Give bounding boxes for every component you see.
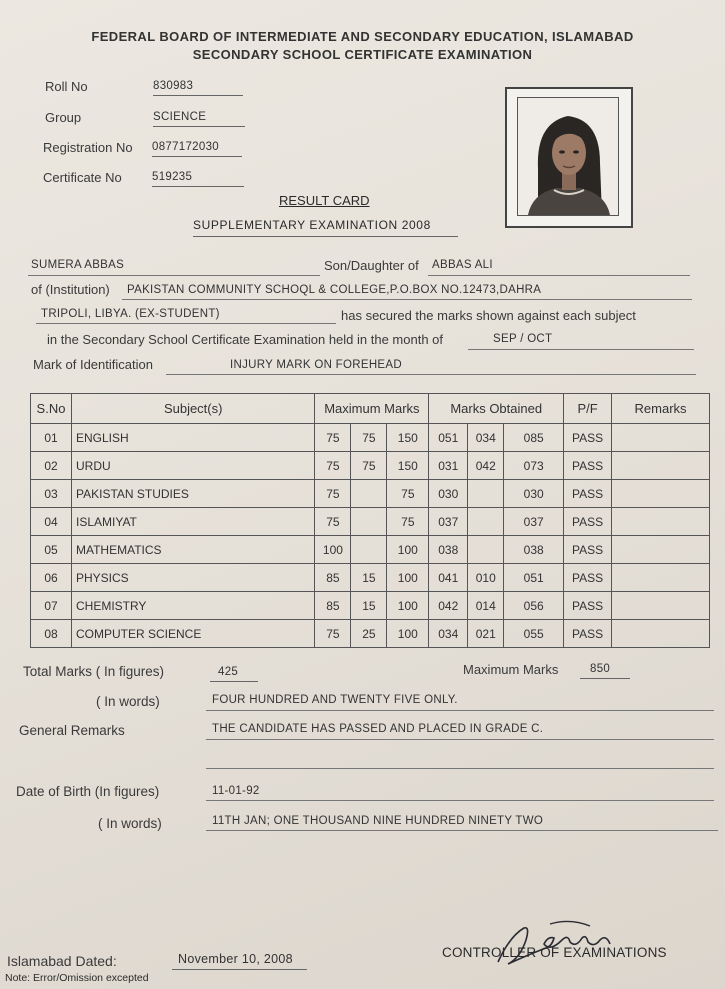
cell-max-total: 100 [387,564,429,592]
table-row [31,564,710,592]
certificate-label: Certificate No [43,170,122,185]
candidate-photo [505,87,633,228]
cell-obtained-practical: 010 [468,564,504,592]
table-row [31,452,710,480]
cell-max-total: 150 [387,452,429,480]
cell-sno: 04 [31,508,72,536]
cell-subject: COMPUTER SCIENCE [71,620,314,648]
marks-table [30,393,710,648]
table-row [31,480,710,508]
cell-pass-fail: PASS [564,424,612,452]
cell-max-theory: 85 [315,592,351,620]
cell-obtained-practical [468,508,504,536]
cell-pass-fail: PASS [564,564,612,592]
institution-label: of (Institution) [31,282,110,297]
cell-pass-fail: PASS [564,452,612,480]
registration-value: 0877172030 [152,141,242,157]
header-subjects: Subject(s) [71,394,314,424]
cell-pass-fail: PASS [564,592,612,620]
cell-sno: 08 [31,620,72,648]
cell-obtained-practical: 014 [468,592,504,620]
cell-obtained-total: 037 [504,508,564,536]
cell-obtained-total: 056 [504,592,564,620]
cell-obtained-theory: 041 [429,564,468,592]
cell-sno: 01 [31,424,72,452]
cell-max-practical: 25 [351,620,387,648]
header-remarks: Remarks [612,394,710,424]
header-pass-fail: P/F [564,394,612,424]
error-note: Note: Error/Omission excepted [5,972,149,984]
certificate-value: 519235 [152,171,244,187]
dob-words-label: ( In words) [98,816,162,831]
cell-obtained-theory: 031 [429,452,468,480]
cell-max-practical: 75 [351,452,387,480]
registration-label: Registration No [43,140,133,155]
cell-subject: PHYSICS [71,564,314,592]
portrait-image [518,98,618,215]
dated-label: Islamabad Dated: [7,953,117,969]
cell-remarks [612,564,710,592]
institution-line-2: TRIPOLI, LIBYA. (EX-STUDENT) [41,308,220,320]
dob-figures-value: 11-01-92 [212,785,260,797]
dob-words-value: 11TH JAN; ONE THOUSAND NINE HUNDRED NINETY TWO [212,815,544,827]
candidate-name: SUMERA ABBAS [31,259,125,271]
general-remarks-value: THE CANDIDATE HAS PASSED AND PLACED IN GRADE C. [212,723,544,735]
exam-session: SUPPLEMENTARY EXAMINATION 2008 [193,218,458,237]
dob-figures-label: Date of Birth (In figures) [16,784,160,799]
cell-max-theory: 85 [315,564,351,592]
cell-obtained-practical: 034 [468,424,504,452]
cell-max-theory: 75 [315,620,351,648]
cell-obtained-practical: 021 [468,620,504,648]
cell-max-practical: 15 [351,564,387,592]
controller-signature [490,918,640,970]
cell-obtained-practical: 042 [468,452,504,480]
institution-line-1: PAKISTAN COMMUNITY SCHOQL & COLLEGE,P.O.BOX NO.12473,DAHRA [127,284,542,296]
cell-max-practical: 75 [351,424,387,452]
cell-pass-fail: PASS [564,508,612,536]
header-sno: S.No [31,394,72,424]
cell-obtained-total: 038 [504,536,564,564]
cell-sno: 03 [31,480,72,508]
cell-sno: 05 [31,536,72,564]
cell-max-theory: 75 [315,452,351,480]
marks-table-body [31,424,710,648]
cell-subject: ENGLISH [71,424,314,452]
cell-subject: CHEMISTRY [71,592,314,620]
table-row [31,536,710,564]
cell-max-practical [351,480,387,508]
cell-remarks [612,620,710,648]
cell-obtained-theory: 030 [429,480,468,508]
identification-value: INJURY MARK ON FOREHEAD [230,359,402,371]
cell-max-total: 100 [387,620,429,648]
total-words-value: FOUR HUNDRED AND TWENTY FIVE ONLY. [212,694,458,706]
cell-subject: ISLAMIYAT [71,508,314,536]
cell-obtained-theory: 042 [429,592,468,620]
cell-remarks [612,480,710,508]
cell-obtained-total: 051 [504,564,564,592]
group-label: Group [45,110,82,125]
table-row [31,424,710,452]
cell-obtained-total: 055 [504,620,564,648]
cell-max-total: 100 [387,592,429,620]
header-maximum-marks: Maximum Marks [315,394,429,424]
cell-pass-fail: PASS [564,480,612,508]
cell-obtained-theory: 037 [429,508,468,536]
cell-remarks [612,424,710,452]
maximum-marks-value: 850 [580,663,630,679]
exam-title: SECONDARY SCHOOL CERTIFICATE EXAMINATION [192,47,533,62]
cell-obtained-theory: 038 [429,536,468,564]
table-row [31,508,710,536]
table-row [31,592,710,620]
controller-title: CONTROLLER OF EXAMINATIONS [442,945,667,960]
cell-remarks [612,536,710,564]
cell-max-practical [351,508,387,536]
total-words-label: ( In words) [96,694,160,709]
cell-max-practical: 15 [351,592,387,620]
cell-max-theory: 75 [315,508,351,536]
identification-label: Mark of Identification [33,357,153,372]
cell-remarks [612,508,710,536]
table-header-row [31,394,710,424]
roll-label: Roll No [45,79,88,94]
cell-obtained-total: 073 [504,452,564,480]
cell-subject: MATHEMATICS [71,536,314,564]
cell-max-total: 100 [387,536,429,564]
cell-max-total: 75 [387,508,429,536]
group-value: SCIENCE [153,111,245,127]
cell-sno: 07 [31,592,72,620]
dated-value: November 10, 2008 [172,952,307,970]
cell-max-total: 150 [387,424,429,452]
cell-sno: 06 [31,564,72,592]
cell-max-theory: 75 [315,424,351,452]
total-marks-label: Total Marks ( In figures) [23,664,165,679]
cell-max-theory: 100 [315,536,351,564]
secured-text: has secured the marks shown against each subject [341,308,636,323]
cell-pass-fail: PASS [564,536,612,564]
maximum-marks-label: Maximum Marks [463,662,559,677]
cell-pass-fail: PASS [564,620,612,648]
general-remarks-label: General Remarks [19,723,125,738]
exam-held-text: in the Secondary School Certificate Examination held in the month of [47,332,444,347]
cell-sno: 02 [31,452,72,480]
cell-obtained-total: 030 [504,480,564,508]
relation-label: Son/Daughter of [324,258,419,273]
cell-obtained-theory: 034 [429,620,468,648]
cell-obtained-practical [468,536,504,564]
cell-max-total: 75 [387,480,429,508]
total-marks-value: 425 [210,666,258,682]
cell-max-practical [351,536,387,564]
cell-obtained-practical [468,480,504,508]
board-title: FEDERAL BOARD OF INTERMEDIATE AND SECONDARY EDUCATION, ISLAMABAD [91,29,634,44]
cell-subject: PAKISTAN STUDIES [71,480,314,508]
father-name: ABBAS ALI [432,259,493,271]
cell-max-theory: 75 [315,480,351,508]
cell-subject: URDU [71,452,314,480]
table-row [31,620,710,648]
cell-remarks [612,452,710,480]
cell-obtained-total: 085 [504,424,564,452]
exam-month: SEP / OCT [493,333,553,345]
cell-obtained-theory: 051 [429,424,468,452]
cell-remarks [612,592,710,620]
header-marks-obtained: Marks Obtained [429,394,564,424]
result-card-title: RESULT CARD [279,193,370,208]
roll-value: 830983 [153,80,243,96]
